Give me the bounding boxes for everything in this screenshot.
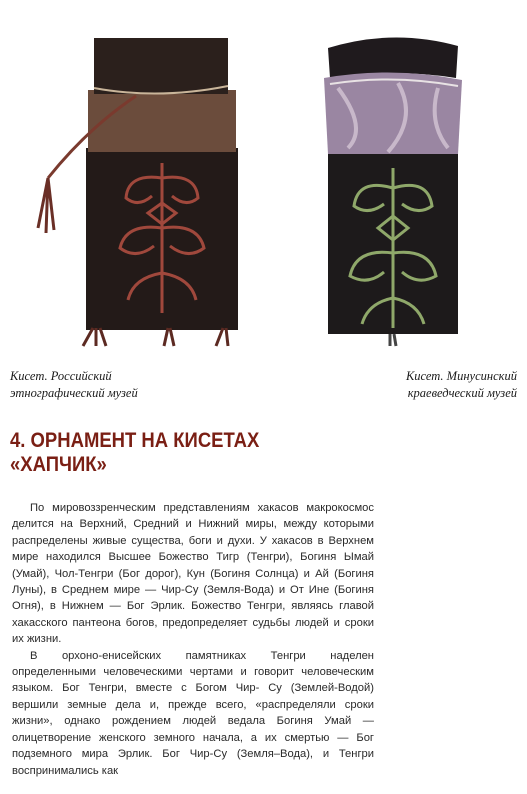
caption-left-line: этнографический музей (10, 386, 138, 400)
paragraph: В орхоно-енисейских памятниках Тенгри наделен определенными человеческими чертами и говорит человеческим языком. Бог Тенгри, вместе с Богом Чир- Су (Землей-Водой) вершили земные дела и, прежде всего, «распределяли сроки жизни», однако рождением людей ведала Богиня Умай — олицетворение женского земного начала, а их смертью — Бог подземного мира Эрлик. Бог Чир-Су (Земля–Вода), и Тенгри воспринимались как (12, 649, 374, 777)
caption-left-line: Кисет. Российский (10, 369, 112, 383)
caption-right-line: Кисет. Минусинский (405, 369, 517, 383)
pouch-right-photo (318, 28, 468, 348)
pouch-ruffle (328, 37, 458, 78)
caption-left (10, 368, 210, 402)
body-text (12, 500, 374, 779)
section-title-line: «ХАПЧИК» (10, 453, 107, 476)
pouch-left-photo (8, 28, 263, 348)
paragraph: По мировоззренческим представлениям хакасов макрокосмос делится на Верхний, Средний и Нижний миры, между которыми распределены живые существа, боги и духи. У хакасов в Верхнем мире находился Высшее Божество Тигр (Тенгри), Богиня Ымай (Умай), Чол-Тенгри (Бог дорог), Кун (Богиня Солнца) и Ай (Богиня Луны), в Среднем мире — Чир-Су (Земля-Вода) и От Ине (Богиня Огня), в Нижнем — Бог Эрлик. Божество Тенгри, являясь главой хакасского пантеона богов, предопределяет судьбы людей и сроки их жизни. (12, 502, 374, 646)
pouch-top-band (88, 90, 236, 152)
caption-right (367, 368, 517, 402)
section-title-line: 4. ОРНАМЕНТ НА КИСЕТАХ (10, 429, 260, 452)
pouch-mouth (94, 38, 228, 94)
caption-right-line: краеведческий музей (407, 386, 517, 400)
section-title (10, 429, 259, 477)
